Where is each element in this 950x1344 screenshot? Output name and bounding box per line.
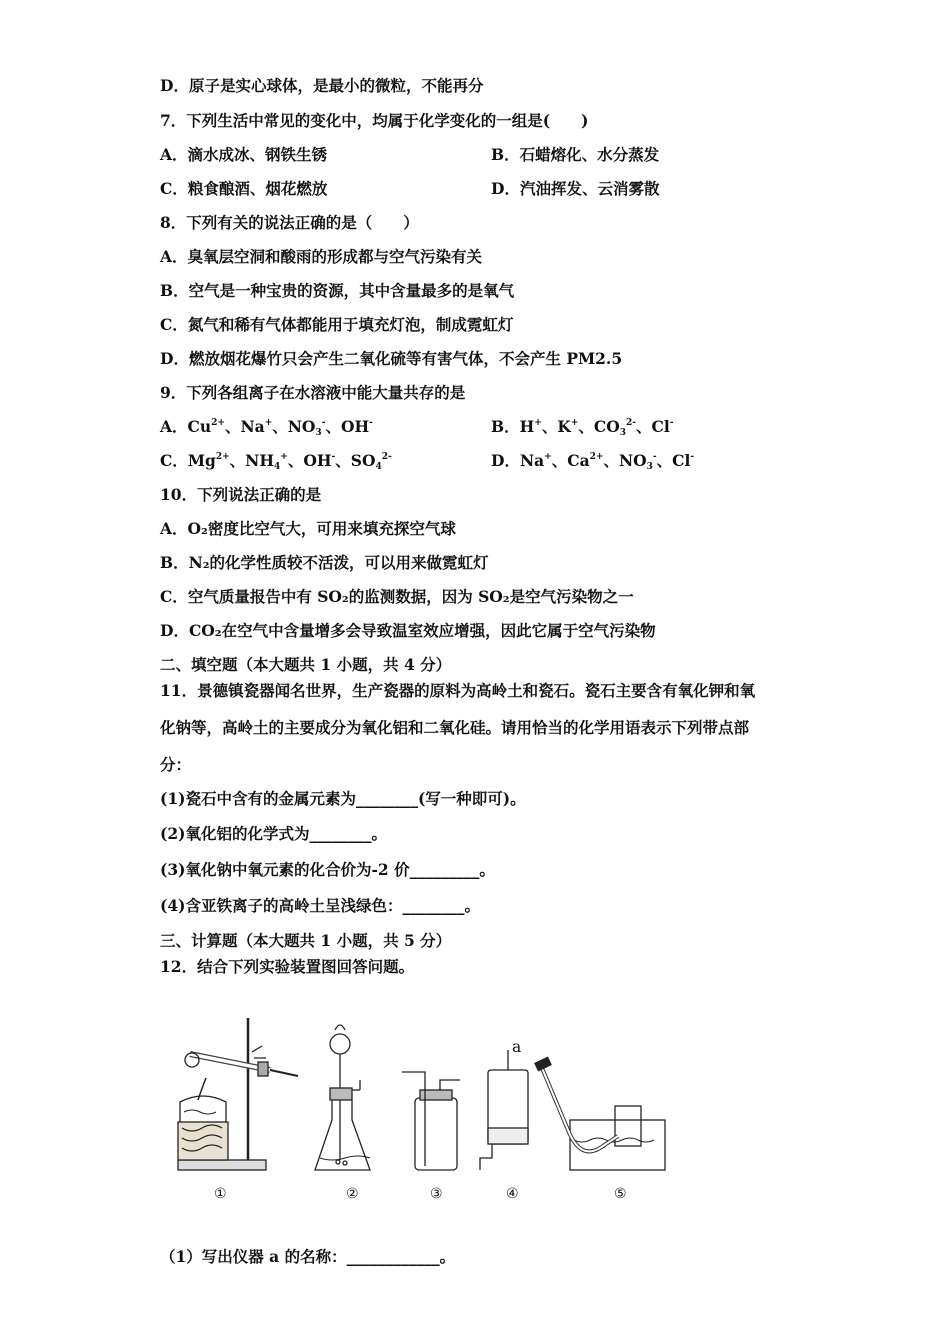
- label-2: ②: [346, 1186, 359, 1202]
- apparatus-3-gas-bottle: [402, 1072, 460, 1170]
- q9-option-b: B．H+、K+、$CO_3^{2-}$、Cl-: [491, 417, 674, 438]
- q11-part-3: (3)氧化钠中氧元素的化合价为-2 价_________。: [160, 860, 495, 879]
- apparatus-5-water-trough: [535, 1057, 665, 1170]
- q7-option-b: B．石蜡熔化、水分蒸发: [491, 145, 660, 164]
- q10-option-a: A．O₂密度比空气大，可用来填充探空气球: [160, 519, 456, 538]
- q8-option-d: D．燃放烟花爆竹只会产生二氧化硫等有害气体，不会产生 PM2.5: [160, 349, 623, 368]
- label-5: ⑤: [614, 1186, 627, 1202]
- q11-stem-line-1: 11．景德镇瓷器闻名世界，生产瓷器的原料为高岭土和瓷石。瓷石主要含有氧化钾和氧: [160, 681, 756, 700]
- q7-option-c: C．粮食酿酒、烟花燃放: [160, 179, 328, 198]
- q11-stem-line-3: 分：: [160, 755, 192, 774]
- apparatus-1-heating-setup: [178, 1018, 298, 1170]
- q8-option-b: B．空气是一种宝贵的资源，其中含量最多的是氧气: [160, 281, 515, 300]
- section-2-heading: 二、填空题（本大题共 1 小题，共 4 分）: [160, 655, 452, 674]
- q7-stem: 7．下列生活中常见的变化中，均属于化学变化的一组是( ): [160, 111, 589, 130]
- q11-part-4: (4)含亚铁离子的高岭土呈浅绿色：________。: [160, 896, 480, 915]
- label-1: ①: [214, 1186, 227, 1202]
- apparatus-4-separating-funnel: [480, 1050, 528, 1170]
- apparatus-2-flask-with-funnel: [315, 1025, 370, 1170]
- q11-part-2: (2)氧化铝的化学式为________。: [160, 824, 387, 843]
- q10-stem: 10．下列说法正确的是: [160, 485, 322, 504]
- q12-part-1: （1）写出仪器 a 的名称：____________。: [160, 1247, 456, 1266]
- q9-stem: 9．下列各组离子在水溶液中能大量共存的是: [160, 383, 466, 402]
- q8-option-a: A．臭氧层空洞和酸雨的形成都与空气污染有关: [160, 247, 483, 266]
- q6-option-d: D．原子是实心球体，是最小的微粒，不能再分: [160, 76, 484, 95]
- q10-option-d: D．CO₂在空气中含量增多会导致温室效应增强，因此它属于空气污染物: [160, 621, 656, 640]
- label-3: ③: [430, 1186, 443, 1202]
- q11-stem-line-2: 化钠等，高岭土的主要成分为氧化铝和二氧化硅。请用恰当的化学用语表示下列带点部: [160, 718, 750, 737]
- q9-option-c: C．$Mg^{2+}$、$NH_4^+$、OH-、$SO_4^{2-}$: [160, 451, 392, 472]
- q8-stem: 8．下列有关的说法正确的是（ ）: [160, 213, 419, 232]
- q9-option-a: A．$Cu^{2+}$、Na+、$NO_3^-$、OH-: [160, 417, 373, 438]
- section-3-heading: 三、计算题（本大题共 1 小题，共 5 分）: [160, 931, 452, 950]
- q7-option-d: D．汽油挥发、云消雾散: [491, 179, 660, 198]
- q7-option-a: A．滴水成冰、钢铁生锈: [160, 145, 328, 164]
- q8-option-c: C．氮气和稀有气体都能用于填充灯泡，制成霓虹灯: [160, 315, 514, 334]
- q11-part-1: (1)瓷石中含有的金属元素为________(写一种即可)。: [160, 789, 526, 808]
- q9-option-d: D．Na+、$Ca^{2+}$、$NO_3^-$、Cl-: [491, 451, 695, 472]
- label-4: ④: [506, 1186, 519, 1202]
- q10-option-b: B．N₂的化学性质较不活泼，可以用来做霓虹灯: [160, 553, 489, 572]
- q10-option-c: C．空气质量报告中有 SO₂的监测数据，因为 SO₂是空气污染物之一: [160, 587, 634, 606]
- lab-apparatus-figure: [170, 1010, 710, 1210]
- q12-stem: 12．结合下列实验装置图回答问题。: [160, 957, 415, 976]
- label-a: a: [512, 1038, 522, 1056]
